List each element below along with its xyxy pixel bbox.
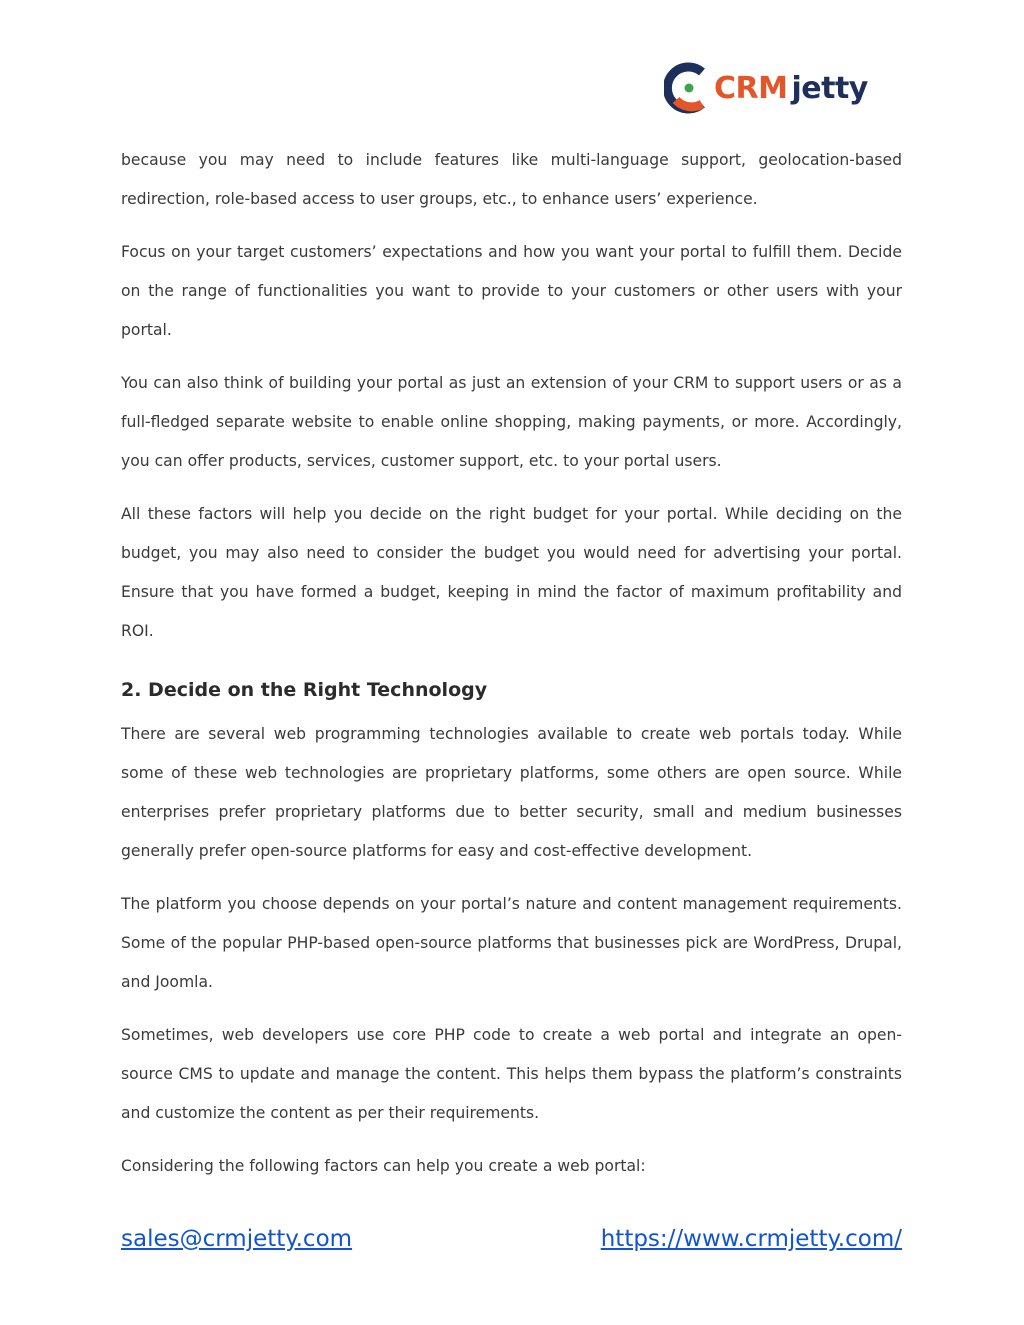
paragraph-web-technologies: There are several web programming technologies available to create web portals today. While some of these web technologies are proprietary platforms, some others are open source. While enterprises prefer proprietary platforms due to better security, small and medium businesses generally prefer open-source platforms for easy and cost-effective development. [121, 725, 902, 860]
logo-wordmark [714, 71, 868, 106]
section-heading-technology: 2. Decide on the Right Technology [121, 679, 488, 701]
paragraph-portal-extension: You can also think of building your portal as just an extension of your CRM to support users or as a full-fledged separate website to enable online shopping, making payments, or more. Accordingly, you can offer products, services, customer support, etc. to your portal users. [121, 374, 902, 470]
paragraph-core-php: Sometimes, web developers use core PHP code to create a web portal and integrate an open-source CMS to update and manage the content. This helps them bypass the platform’s constraints and customize the content as per their requirements. [121, 1026, 902, 1122]
document-body [121, 141, 902, 1200]
footer-website-link[interactable]: https://www.crmjetty.com/ [600, 1226, 902, 1252]
logo-crm-text: CRM [714, 70, 788, 106]
paragraph-factors-intro: Considering the following factors can help you create a web portal: [121, 1157, 646, 1175]
paragraph-target-customers: Focus on your target customers’ expectations and how you want your portal to fulfill them. Decide on the range of functionalities you want to provide to your customers or other users with your portal. [121, 243, 902, 339]
paragraph-platform-choice: The platform you choose depends on your portal’s nature and content management requirements. Some of the popular PHP-based open-source platforms that businesses pick are WordPress, Drupal, and Joomla. [121, 895, 902, 991]
crmjetty-c-icon [664, 62, 708, 114]
crmjetty-logo [664, 60, 884, 116]
footer-email-link[interactable]: sales@crmjetty.com [121, 1226, 353, 1252]
logo-jetty-text: jetty [791, 70, 868, 106]
paragraph-features: because you may need to include features like multi-language support, geolocation-based redirection, role-based access to user groups, etc., to enhance users’ experience. [121, 151, 902, 208]
paragraph-budget: All these factors will help you decide on the right budget for your portal. While deciding on the budget, you may also need to consider the budget you would need for advertising your portal. Ensure that you have formed a budget, keeping in mind the factor of maximum profitability and ROI. [121, 505, 902, 640]
